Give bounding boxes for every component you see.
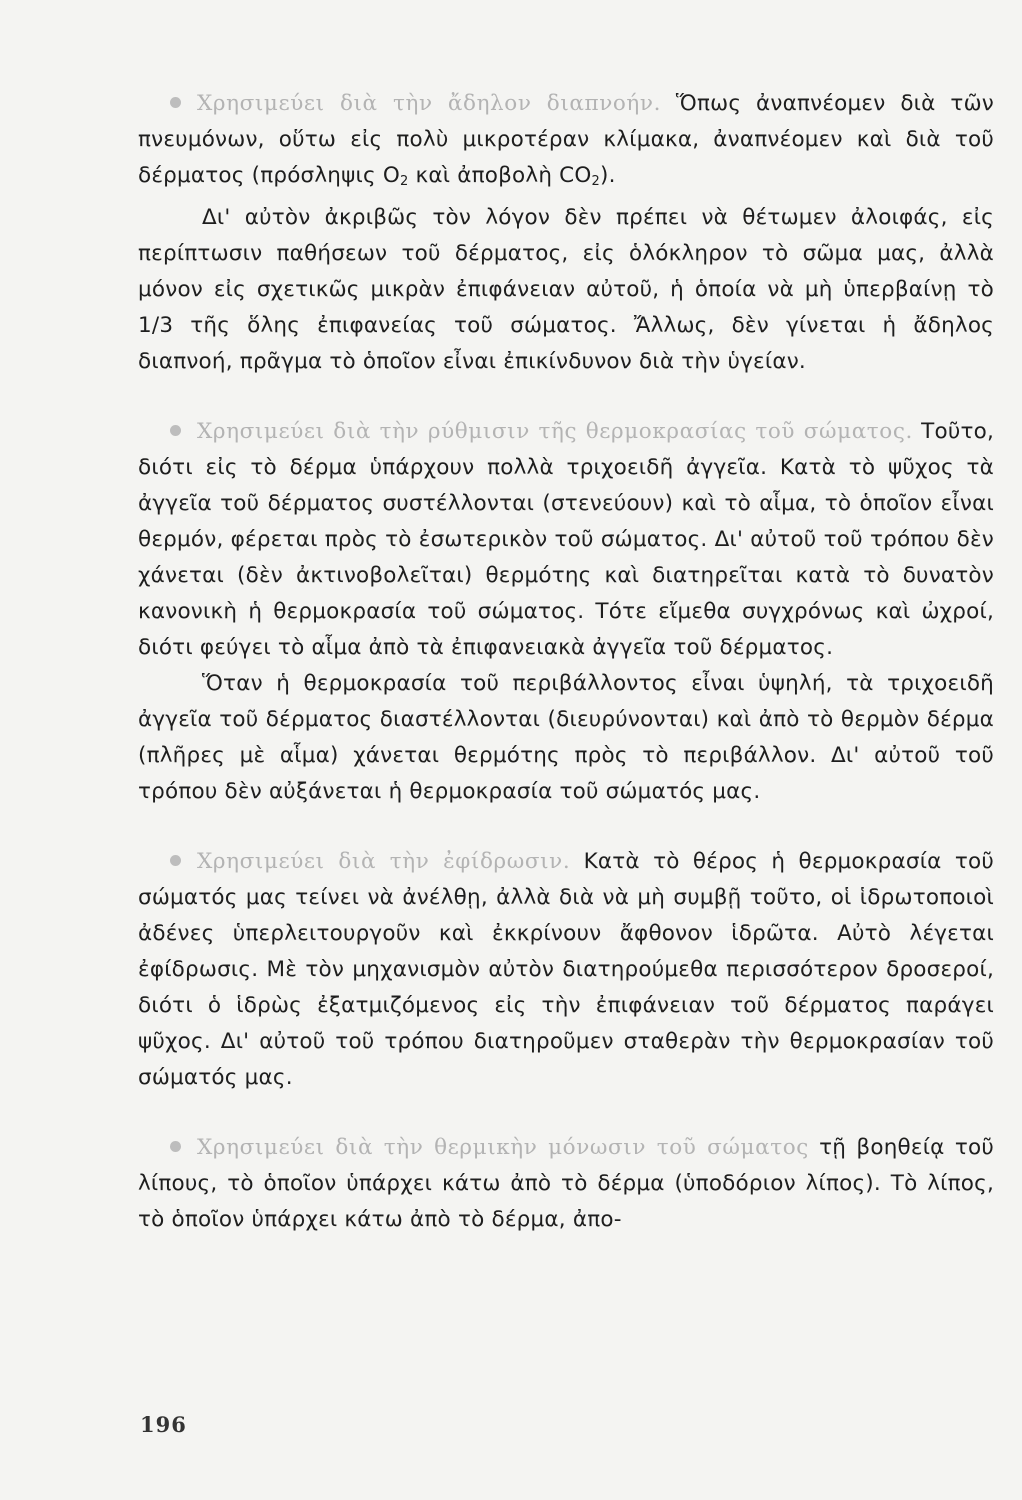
body-text xyxy=(138,86,994,1238)
paragraph-text: Κατὰ τὸ θέρος ἡ θερμοκρασία τοῦ σώματός μας τείνει νὰ ἀνέλθῃ, ἀλλὰ διὰ νὰ μὴ συμβῇ τοῦτο, οἱ ἱδρωτοποιοὶ ἀδένες ὑπερλειτουργοῦν καὶ ἐκκρίνουν ἄφθονον ἱδρῶτα. Αὐτὸ λέγεται ἐφίδρωσις. Μὲ τὸν μηχανισμὸν αὐτὸν διατηρούμεθα περισσότερον δροσεροί, διότι ὁ ἱδρὼς ἐξατμιζόμενος εἰς τὴν ἐπιφάνειαν τοῦ δέρματος παράγει ψῦχος. Δι' αὐτοῦ τοῦ τρόπου διατηροῦμεν σταθερὰν τὴν θερμοκρασίαν τοῦ σώματός μας. xyxy=(138,849,994,1090)
paragraph-lead: Χρησιμεύει διὰ τὴν ρύθμισιν τῆς θερμοκρασίας τοῦ σώματος. xyxy=(197,419,913,444)
subscript: 2 xyxy=(591,174,601,189)
paragraph-thermal-insulation xyxy=(138,1130,994,1238)
bullet-icon xyxy=(170,425,181,436)
paragraph-text: καὶ ἀποβολὴ CO xyxy=(408,163,592,188)
paragraph-text: τῇ βοηθείᾳ τοῦ λίπους, τὸ ὁποῖον ὑπάρχει κάτω ἀπὸ τὸ δέρμα (ὑποδόριον λίπος). Τὸ λίπος, τὸ ὁποῖον ὑπάρχει κάτω ἀπὸ τὸ δέρμα, ἀπο- xyxy=(138,1135,994,1232)
paragraph-lead: Χρησιμεύει διὰ τὴν θερμικὴν μόνωσιν τοῦ σώματος xyxy=(197,1135,809,1160)
paragraph-high-temperature xyxy=(138,666,994,810)
paragraph-text: Ὅταν ἡ θερμοκρασία τοῦ περιβάλλοντος εἶναι ὑψηλή, τὰ τριχοειδῆ ἀγγεῖα τοῦ δέρματος διαστέλλονται (διευρύνονται) καὶ ἀπὸ τὸ θερμὸν δέρμα (πλῆρες μὲ αἷμα) χάνεται θερμότης πρὸς τὸ περιβάλλον. Δι' αὐτοῦ τοῦ τρόπου δὲν αὐξάνεται ἡ θερμοκρασία τοῦ σώματός μας. xyxy=(138,671,994,804)
paragraph-text: Δι' αὐτὸν ἀκριβῶς τὸν λόγον δὲν πρέπει νὰ θέτωμεν ἀλοιφάς, εἰς περίπτωσιν παθήσεων τοῦ δέρματος, εἰς ὁλόκληρον τὸ σῶμα μας, ἀλλὰ μόνον εἰς σχετικῶς μικρὰν ἐπιφάνειαν αὐτοῦ, ἡ ὁποία νὰ μὴ ὑπερβαίνῃ τὸ 1/3 τῆς ὅλης ἐπιφανείας τοῦ σώματος. Ἄλλως, δὲν γίνεται ἡ ἄδηλος διαπνοή, πρᾶγμα τὸ ὁποῖον εἶναι ἐπικίνδυνον διὰ τὴν ὑγείαν. xyxy=(138,205,994,374)
paragraph-temperature-regulation xyxy=(138,414,994,666)
bullet-icon xyxy=(170,1141,181,1152)
paragraph-text: Ὅπως ἀναπνέομεν διὰ τῶν πνευμόνων, οὕτω εἰς πολὺ μικροτέραν κλίμακα, ἀναπνέομεν καὶ διὰ τοῦ δέρματος (πρόσληψις O xyxy=(138,91,994,188)
paragraph-lead: Χρησιμεύει διὰ τὴν ἐφίδρωσιν. xyxy=(197,849,571,874)
paragraph-text: Τοῦτο, διότι εἰς τὸ δέρμα ὑπάρχουν πολλὰ τριχοειδῆ ἀγγεῖα. Κατὰ τὸ ψῦχος τὰ ἀγγεῖα τοῦ δέρματος συστέλλονται (στενεύουν) καὶ τὸ αἷμα, τὸ ὁποῖον εἶναι θερμόν, φέρεται πρὸς τὸ ἐσωτερικὸν τοῦ σώματος. Δι' αὐτοῦ τοῦ τρόπου δὲν χάνεται (δὲν ἀκτινοβολεῖται) θερμότης καὶ διατηρεῖται κατὰ τὸ δυνατὸν κανονικὴ ἡ θερμοκρασία τοῦ σώματος. Τότε εἴμεθα συγχρόνως καὶ ὠχροί, διότι φεύγει τὸ αἷμα ἀπὸ τὰ ἐπιφανειακὰ ἀγγεῖα τοῦ δέρματος. xyxy=(138,419,995,660)
paragraph-sweating xyxy=(138,844,994,1096)
paragraph-ointments xyxy=(138,200,994,380)
bullet-icon xyxy=(170,97,181,108)
paragraph-text: ). xyxy=(600,163,616,188)
paragraph-insensible-perspiration xyxy=(138,86,994,200)
paragraph-lead: Χρησιμεύει διὰ τὴν ἄδηλον διαπνοήν. xyxy=(197,91,662,116)
bullet-icon xyxy=(170,855,181,866)
page-number: 196 xyxy=(140,1412,187,1437)
subscript: 2 xyxy=(399,174,409,189)
